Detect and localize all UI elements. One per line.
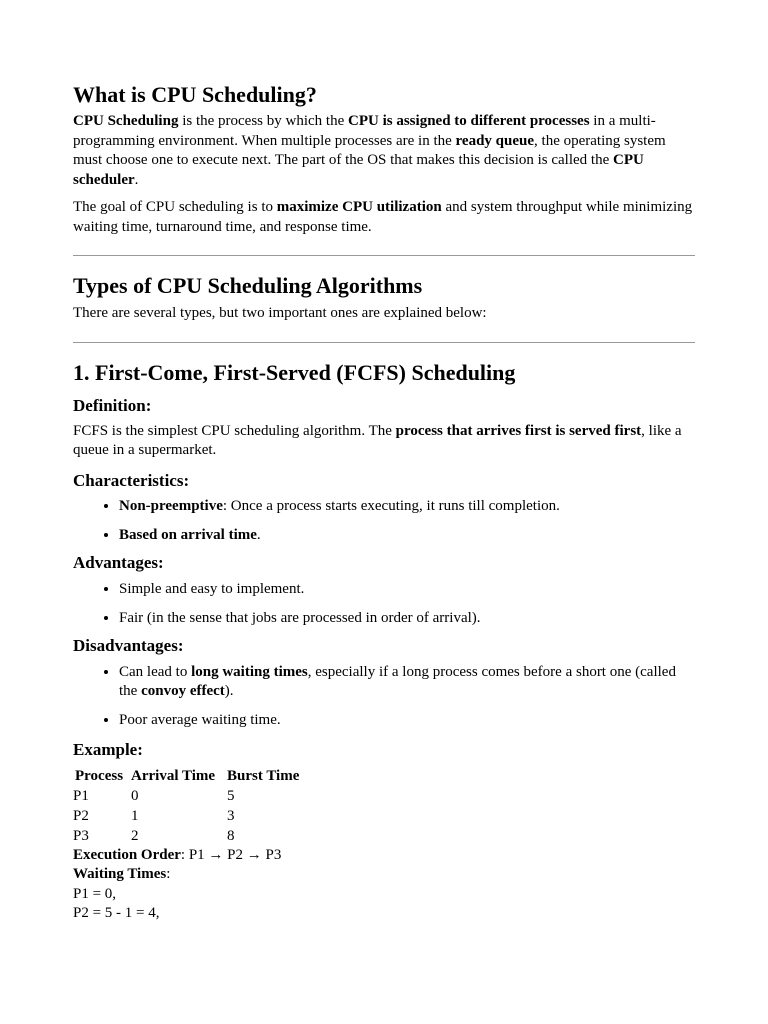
text-run: . [256,526,261,543]
table-cell: 8 [227,827,235,844]
heading-fcfs: 1. First-Come, First-Served (FCFS) Scheduling [73,359,516,385]
text-run: , the operating system must choose one to execute next. The part of the OS that makes this decision is called the [73,132,666,168]
heading-characteristics: Characteristics: [73,470,190,490]
list-characteristics [73,497,695,545]
text-run: , especially if a long process comes before a short one (called the [119,663,676,699]
bold-text: CPU scheduler [73,152,644,188]
table-cell: P3 [73,827,89,844]
table-cell: 0 [131,787,139,804]
table-header-row [73,766,301,786]
table-row [73,826,301,846]
bold-text: CPU Scheduling [73,113,179,129]
text-run: , like a queue in a supermarket. [73,422,682,458]
list-item [119,663,695,701]
text-run: Can lead to [119,663,192,680]
heading-advantages: Advantages: [73,552,164,572]
execution-order-line [73,846,695,866]
bold-text: CPU is assigned to different processes [348,113,590,129]
text-run: The goal of CPU scheduling is to [73,199,277,215]
divider [73,342,695,343]
waiting-time-p2: P2 = 5 - 1 = 4, [73,905,160,921]
table-cell: 1 [131,807,139,824]
list-item [119,580,695,599]
heading-example: Example: [73,739,143,759]
list-item [119,526,695,545]
waiting-times-colon: : [166,866,171,882]
table-row [73,786,301,806]
text-run: is the process by which the [178,113,349,129]
table-cell: P2 [73,807,89,824]
text-run: in a multi-programming environment. When multiple processes are in the [73,113,656,149]
text-run: Fair (in the sense that jobs are processed in order of arrival). [119,609,481,626]
text-run: Poor average waiting time. [119,711,281,728]
table-header-cell: Process [75,767,124,784]
table-cell: P1 [73,787,89,804]
bold-text: process that arrives first is served first [395,422,642,439]
execution-order-value: : P1 → P2 → P3 [180,846,282,863]
text-run: Simple and easy to implement. [119,580,305,597]
list-item [119,609,695,628]
table-cell: 2 [131,827,139,844]
list-advantages [73,580,695,628]
heading-disadvantages: Disadvantages: [73,635,184,655]
waiting-times-label: Waiting Times [73,866,167,882]
text-run: and system throughput while minimizing waiting time, turnaround time, and response time. [73,199,693,235]
table-header-cell: Arrival Time [131,767,216,784]
waiting-time-p1: P1 = 0, [73,885,117,902]
text-run: ). [224,682,234,699]
document-page [73,80,695,924]
text-run: . [134,171,139,188]
divider [73,255,695,256]
execution-order-label: Execution Order [73,846,181,863]
bold-text: Based on arrival time [119,526,257,543]
heading-what-is-cpu-scheduling: What is CPU Scheduling? [73,82,317,107]
bold-text: Non-preemptive [119,497,223,514]
table-row [73,806,301,826]
table-cell: 5 [227,787,235,804]
bold-text: long waiting times [191,663,308,680]
table-header-cell: Burst Time [227,767,300,784]
bold-text: maximize CPU utilization [276,199,442,215]
paragraph-fcfs-definition [73,422,695,461]
list-item [119,711,695,730]
heading-types-of-algorithms: Types of CPU Scheduling Algorithms [73,273,423,298]
example-process-table [73,766,301,846]
list-item [119,497,695,516]
bold-text: ready queue [455,132,535,149]
waiting-times-line [73,865,695,885]
table-cell: 3 [227,807,235,824]
text-run: FCFS is the simplest CPU scheduling algorithm. The [73,422,396,439]
paragraph-cpu-scheduling-definition [73,112,695,190]
paragraph-cpu-scheduling-goal [73,198,695,237]
heading-definition: Definition: [73,395,152,415]
list-disadvantages [73,663,695,730]
paragraph-types-intro: There are several types, but two important ones are explained below: [73,305,487,321]
text-run: : Once a process starts executing, it runs till completion. [222,497,560,514]
bold-text: convoy effect [141,682,225,699]
